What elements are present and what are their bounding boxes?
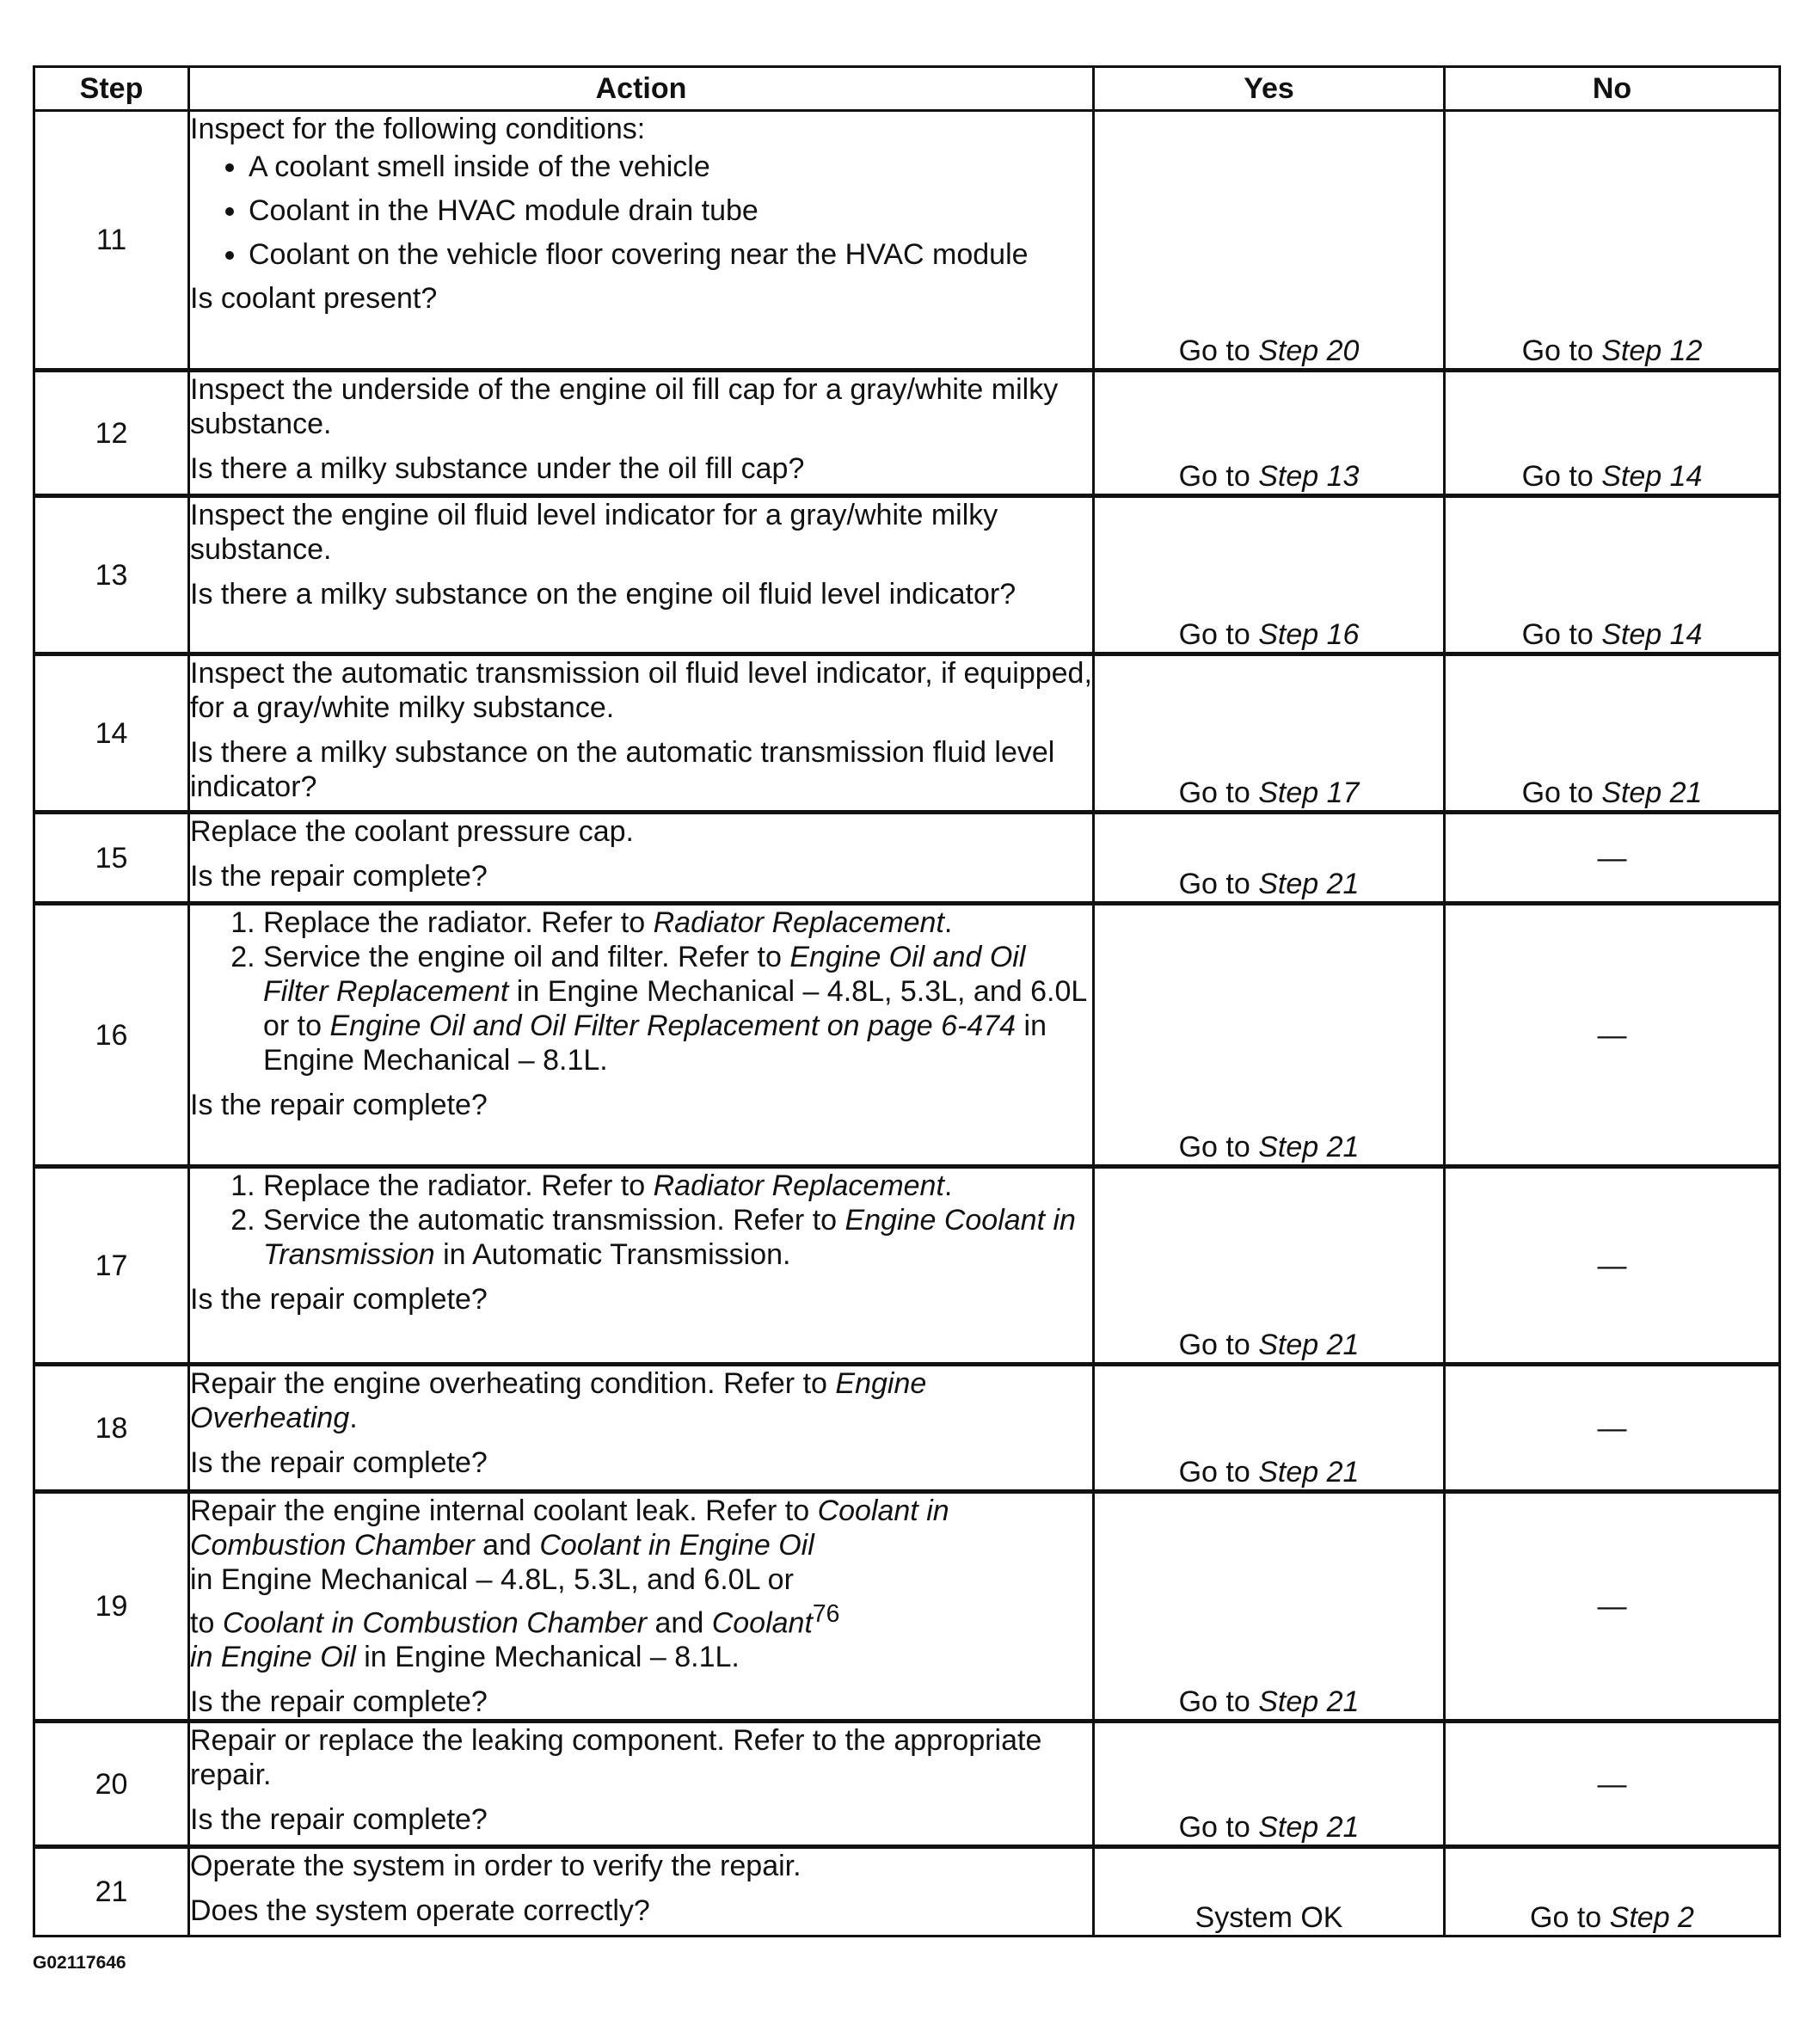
action-question: Is there a milky substance on the engine oil fluid level indicator? xyxy=(190,578,1016,611)
procedure-item: 1. Replace the radiator. Refer to Radiator Replacement. xyxy=(263,905,1092,940)
go-to-text: Go to xyxy=(1521,776,1594,809)
action-intro: Inspect for the following conditions: xyxy=(190,113,646,145)
action-text: Repair the engine internal coolant leak. Refer to Coolant in Combustion Chamber and Coolant in Engine Oil in Engine Mechanical – 4.8L, 5.3L, and 6.0L or to Coolant in Combustion Chamber and Coolant$^{76}$ in Engine Oil in Engine Mechanical – 8.1L. xyxy=(190,1495,949,1674)
go-to-text: Go to xyxy=(1521,460,1594,493)
no-cell xyxy=(1445,1167,1780,1365)
not-applicable-dash: — xyxy=(1597,841,1627,875)
go-to-text: Go to xyxy=(1178,1131,1250,1163)
go-to-text: Go to xyxy=(1178,776,1250,809)
reference-link[interactable]: Coolant xyxy=(711,1606,813,1640)
table-row-step-14 xyxy=(34,654,1780,813)
not-applicable-dash: — xyxy=(1597,1018,1627,1052)
step-link[interactable]: Step 21 xyxy=(1258,1131,1360,1163)
no-cell xyxy=(1445,1722,1780,1847)
yes-cell[interactable] xyxy=(1094,1722,1445,1847)
step-number: 13 xyxy=(34,496,189,654)
step-link[interactable]: Step 21 xyxy=(1258,1456,1360,1488)
action-cell xyxy=(189,1847,1094,1937)
step-number: 14 xyxy=(34,654,189,813)
header-action: Action xyxy=(189,67,1094,111)
not-applicable-dash: — xyxy=(1597,1590,1627,1624)
scan-mark: 76 xyxy=(812,1600,840,1628)
diagnostic-table xyxy=(33,65,1781,1937)
action-cell xyxy=(189,1365,1094,1492)
reference-link[interactable]: Coolant in Engine Oil xyxy=(539,1529,814,1562)
go-to-text: Go to xyxy=(1521,335,1594,367)
reference-link[interactable]: Radiator Replacement xyxy=(653,906,944,939)
header-step: Step xyxy=(34,67,189,111)
action-text: Repair or replace the leaking component. Refer to the appropriate repair. xyxy=(190,1724,1042,1792)
no-cell[interactable] xyxy=(1445,371,1780,496)
step-number: 18 xyxy=(34,1365,189,1492)
table-row-step-18 xyxy=(34,1365,1780,1492)
go-to-text: Go to xyxy=(1178,1329,1250,1361)
not-applicable-dash: — xyxy=(1597,1249,1627,1282)
step-link[interactable]: Step 21 xyxy=(1258,1685,1360,1719)
table-row-step-16 xyxy=(34,904,1780,1167)
action-question: Is there a milky substance under the oil fill cap? xyxy=(190,452,805,485)
table-row-step-17 xyxy=(34,1167,1780,1365)
action-cell xyxy=(189,813,1094,904)
reference-link[interactable]: Engine Coolant in Transmission xyxy=(263,1204,1076,1271)
no-cell xyxy=(1445,1492,1780,1722)
reference-link[interactable]: Coolant in Combustion Chamber xyxy=(222,1606,648,1640)
step-number: 17 xyxy=(34,1167,189,1365)
no-cell[interactable] xyxy=(1445,111,1780,371)
action-question: Is the repair complete? xyxy=(190,1283,488,1316)
condition-list xyxy=(190,150,1092,272)
step-link[interactable]: Step 14 xyxy=(1601,618,1703,651)
action-question: Is the repair complete? xyxy=(190,1803,488,1837)
no-cell[interactable] xyxy=(1445,1847,1780,1937)
step-number: 16 xyxy=(34,904,189,1167)
yes-cell[interactable] xyxy=(1094,1365,1445,1492)
action-question: Is the repair complete? xyxy=(190,1446,488,1479)
action-cell xyxy=(189,654,1094,813)
condition-item: • Coolant on the vehicle floor covering near the HVAC module xyxy=(249,237,1092,272)
yes-cell[interactable] xyxy=(1094,1492,1445,1722)
action-cell xyxy=(189,1492,1094,1722)
go-to-text: Go to xyxy=(1178,618,1250,651)
step-link[interactable]: Step 21 xyxy=(1258,1811,1360,1845)
step-link[interactable]: Step 2 xyxy=(1609,1901,1694,1935)
action-cell xyxy=(189,496,1094,654)
header-row xyxy=(34,67,1780,111)
not-applicable-dash: — xyxy=(1597,1767,1627,1801)
reference-link[interactable]: Engine Overheating xyxy=(190,1367,927,1434)
go-to-text: Go to xyxy=(1178,1456,1250,1488)
yes-cell[interactable] xyxy=(1094,1167,1445,1365)
table-row-step-11 xyxy=(34,111,1780,371)
action-cell xyxy=(189,371,1094,496)
action-text: Inspect the engine oil fluid level indicator for a gray/white milky substance. xyxy=(190,499,998,566)
go-to-text: Go to xyxy=(1530,1901,1602,1935)
header-no: No xyxy=(1445,67,1780,111)
table-row-step-12 xyxy=(34,371,1780,496)
action-text: Inspect the automatic transmission oil fluid level indicator, if equipped, for a gray/white milky substance. xyxy=(190,657,1092,724)
step-number: 21 xyxy=(34,1847,189,1937)
yes-cell[interactable] xyxy=(1094,904,1445,1167)
step-link[interactable]: Step 21 xyxy=(1258,868,1360,900)
reference-link[interactable]: in Engine Oil xyxy=(190,1641,356,1674)
step-number: 20 xyxy=(34,1722,189,1847)
go-to-text: Go to xyxy=(1178,1811,1250,1845)
system-ok-text: System OK xyxy=(1195,1901,1343,1935)
table-row-step-20 xyxy=(34,1722,1780,1847)
step-link[interactable]: Step 21 xyxy=(1601,776,1703,809)
step-link[interactable]: Step 16 xyxy=(1258,618,1360,651)
action-cell xyxy=(189,111,1094,371)
action-text: Repair the engine overheating condition. Refer to Engine Overheating. xyxy=(190,1367,927,1434)
step-link[interactable]: Step 13 xyxy=(1258,460,1360,493)
go-to-text: Go to xyxy=(1178,868,1250,900)
procedure-list xyxy=(190,905,1092,1077)
action-question: Is the repair complete? xyxy=(190,1089,488,1121)
go-to-text: Go to xyxy=(1178,460,1250,493)
step-number: 11 xyxy=(34,111,189,371)
not-applicable-dash: — xyxy=(1597,1411,1627,1445)
table-row-step-21 xyxy=(34,1847,1780,1937)
reference-link[interactable]: Radiator Replacement xyxy=(653,1169,944,1202)
step-number: 12 xyxy=(34,371,189,496)
step-link[interactable]: Step 20 xyxy=(1258,335,1360,367)
procedure-item: 2. Service the automatic transmission. Refer to Engine Coolant in Transmission in Automatic Transmission. xyxy=(263,1203,1092,1272)
action-text: Inspect the underside of the engine oil fill cap for a gray/white milky substance. xyxy=(190,373,1059,440)
reference-link[interactable]: Engine Oil and Oil Filter Replacement on page 6-474 xyxy=(329,1010,1016,1042)
procedure-list xyxy=(190,1169,1092,1272)
action-question: Does the system operate correctly? xyxy=(190,1894,650,1928)
yes-cell[interactable] xyxy=(1094,496,1445,654)
step-link[interactable]: Step 12 xyxy=(1601,335,1703,367)
yes-cell[interactable] xyxy=(1094,371,1445,496)
action-cell xyxy=(189,1167,1094,1365)
yes-cell[interactable] xyxy=(1094,813,1445,904)
step-number: 15 xyxy=(34,813,189,904)
no-cell[interactable] xyxy=(1445,496,1780,654)
table-row-step-19 xyxy=(34,1492,1780,1722)
go-to-text: Go to xyxy=(1178,1685,1250,1719)
no-cell xyxy=(1445,1365,1780,1492)
go-to-text: Go to xyxy=(1521,618,1594,651)
yes-cell xyxy=(1094,1847,1445,1937)
step-number: 19 xyxy=(34,1492,189,1722)
no-cell xyxy=(1445,904,1780,1167)
no-cell[interactable] xyxy=(1445,654,1780,813)
procedure-item: 1. Replace the radiator. Refer to Radiator Replacement. xyxy=(263,1169,1092,1203)
condition-item: • Coolant in the HVAC module drain tube xyxy=(249,193,1092,228)
table-row-step-15 xyxy=(34,813,1780,904)
table-row-step-13 xyxy=(34,496,1780,654)
action-text: Operate the system in order to verify the repair. xyxy=(190,1850,802,1883)
header-yes: Yes xyxy=(1094,67,1445,111)
step-link[interactable]: Step 21 xyxy=(1258,1329,1360,1361)
action-cell xyxy=(189,904,1094,1167)
step-link[interactable]: Step 14 xyxy=(1601,460,1703,493)
yes-cell[interactable] xyxy=(1094,111,1445,371)
action-text: Replace the coolant pressure cap. xyxy=(190,815,634,848)
step-link[interactable]: Step 17 xyxy=(1258,776,1360,809)
no-cell xyxy=(1445,813,1780,904)
action-question: Is the repair complete? xyxy=(190,860,488,893)
action-question: Is there a milky substance on the automatic transmission fluid level indicator? xyxy=(190,736,1055,803)
go-to-text: Go to xyxy=(1178,335,1250,367)
reference-link[interactable]: Engine Oil and Oil Filter Replacement xyxy=(263,941,1026,1008)
figure-id-caption: G02117646 xyxy=(33,1953,126,1973)
yes-cell[interactable] xyxy=(1094,654,1445,813)
action-question: Is coolant present? xyxy=(190,282,438,315)
action-question: Is the repair complete? xyxy=(190,1685,488,1719)
reference-link[interactable]: Coolant in Combustion Chamber xyxy=(190,1495,949,1562)
action-cell xyxy=(189,1722,1094,1847)
condition-item: • A coolant smell inside of the vehicle xyxy=(249,150,1092,184)
procedure-item: 2. Service the engine oil and filter. Refer to Engine Oil and Oil Filter Replacement in Engine Mechanical – 4.8L, 5.3L, and 6.0L or to Engine Oil and Oil Filter Replacement on page 6-474 in Engine Mechanical – 8.1L. xyxy=(263,940,1092,1077)
